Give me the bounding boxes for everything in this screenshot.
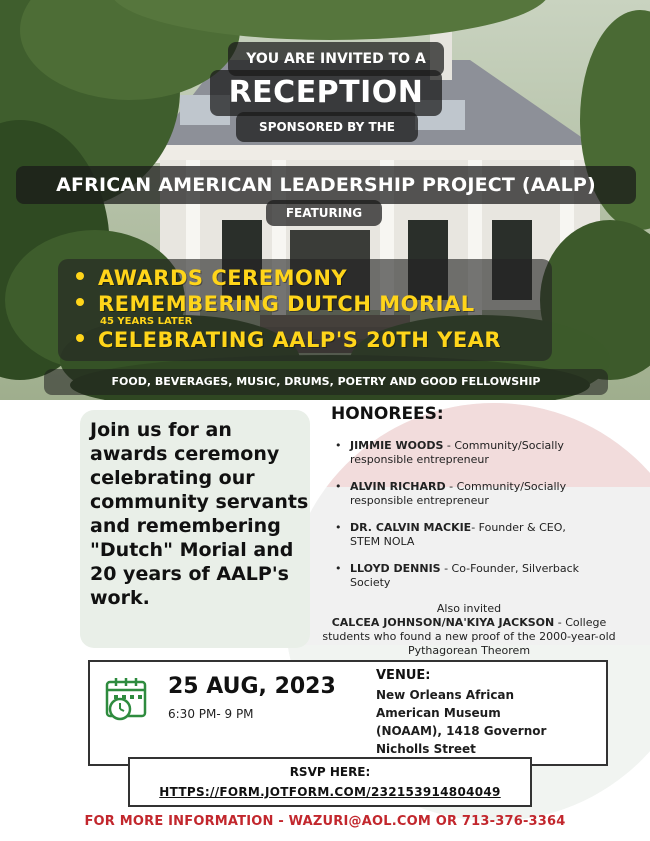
venue-label: VENUE:: [376, 668, 431, 683]
honoree-name: ALVIN RICHARD: [350, 480, 446, 493]
invited-text: YOU ARE INVITED TO A: [228, 42, 444, 76]
organization-title: AFRICAN AMERICAN LEADERSHIP PROJECT (AALP): [16, 166, 636, 204]
featuring-label: FEATURING: [266, 200, 382, 226]
feature-label: REMEMBERING DUTCH MORIAL: [98, 292, 475, 316]
bullet-icon: •: [335, 439, 342, 452]
also-invited-label: Also invited: [436, 602, 502, 615]
sponsored-text: SPONSORED BY THE: [236, 112, 418, 142]
rsvp-label: RSVP HERE:: [289, 765, 371, 779]
also-invited-desc: - College students who found a new proof of the 2000-year-old Pythagorean Theorem: [322, 616, 616, 657]
contact-info: FOR MORE INFORMATION - WAZURI@AOL.COM OR 713-376-3364: [84, 814, 566, 829]
honoree-item: [335, 562, 595, 590]
honorees-title: HONOREES:: [331, 404, 444, 424]
venue-address: New Orleans African American Museum (NOAAM), 1418 Governor Nicholls Street: [376, 688, 547, 756]
bullet-icon: •: [335, 562, 342, 575]
calendar-clock-icon: [104, 676, 152, 722]
honoree-item: [335, 480, 595, 508]
bullet-icon: •: [335, 480, 342, 493]
also-invited-block: [316, 602, 622, 658]
food-line: FOOD, BEVERAGES, MUSIC, DRUMS, POETRY AND GOOD FELLOWSHIP: [44, 369, 608, 395]
bullet-icon: •: [335, 521, 342, 534]
honoree-item: [335, 439, 595, 467]
bullet-icon: [76, 298, 84, 306]
reception-title: RECEPTION: [210, 70, 442, 116]
event-date: 25 AUG, 2023: [168, 674, 336, 699]
honoree-name: JIMMIE WOODS: [350, 439, 444, 452]
feature-label: CELEBRATING AALP'S 20TH YEAR: [98, 328, 502, 352]
honoree-item: [335, 521, 595, 549]
bullet-icon: [76, 272, 84, 280]
honoree-desc: - Community/Socially responsible entrepreneur: [350, 439, 564, 466]
rsvp-link[interactable]: HTTPS://FORM.JOTFORM.COM/23215391480404​9: [159, 785, 501, 799]
rsvp-box: [128, 757, 532, 807]
honoree-desc: - Founder & CEO, STEM NOLA: [350, 521, 566, 548]
honoree-desc: - Co-Founder, Silverback Society: [350, 562, 580, 589]
bullet-icon: [76, 334, 84, 342]
event-time: 6:30 PM- 9 PM: [168, 707, 254, 721]
honoree-name: DR. CALVIN MACKIE: [350, 521, 472, 534]
feature-item: [76, 266, 347, 290]
feature-subtitle: 45 YEARS LATER: [100, 316, 193, 327]
hero-photo: [0, 0, 650, 400]
join-text: Join us for an awards ceremony celebrating our community servants and remembering "Dutch" Morial and 20 years of AALP's work.: [90, 419, 309, 609]
also-invited-names: CALCEA JOHNSON/NA'KIYA JACKSON: [331, 616, 555, 629]
honoree-name: LLOYD DENNIS: [350, 562, 441, 575]
feature-item: [76, 292, 475, 316]
feature-item: [76, 328, 501, 352]
feature-label: AWARDS CEREMONY: [98, 266, 348, 290]
honoree-desc: - Community/Socially responsible entrepreneur: [350, 480, 567, 507]
